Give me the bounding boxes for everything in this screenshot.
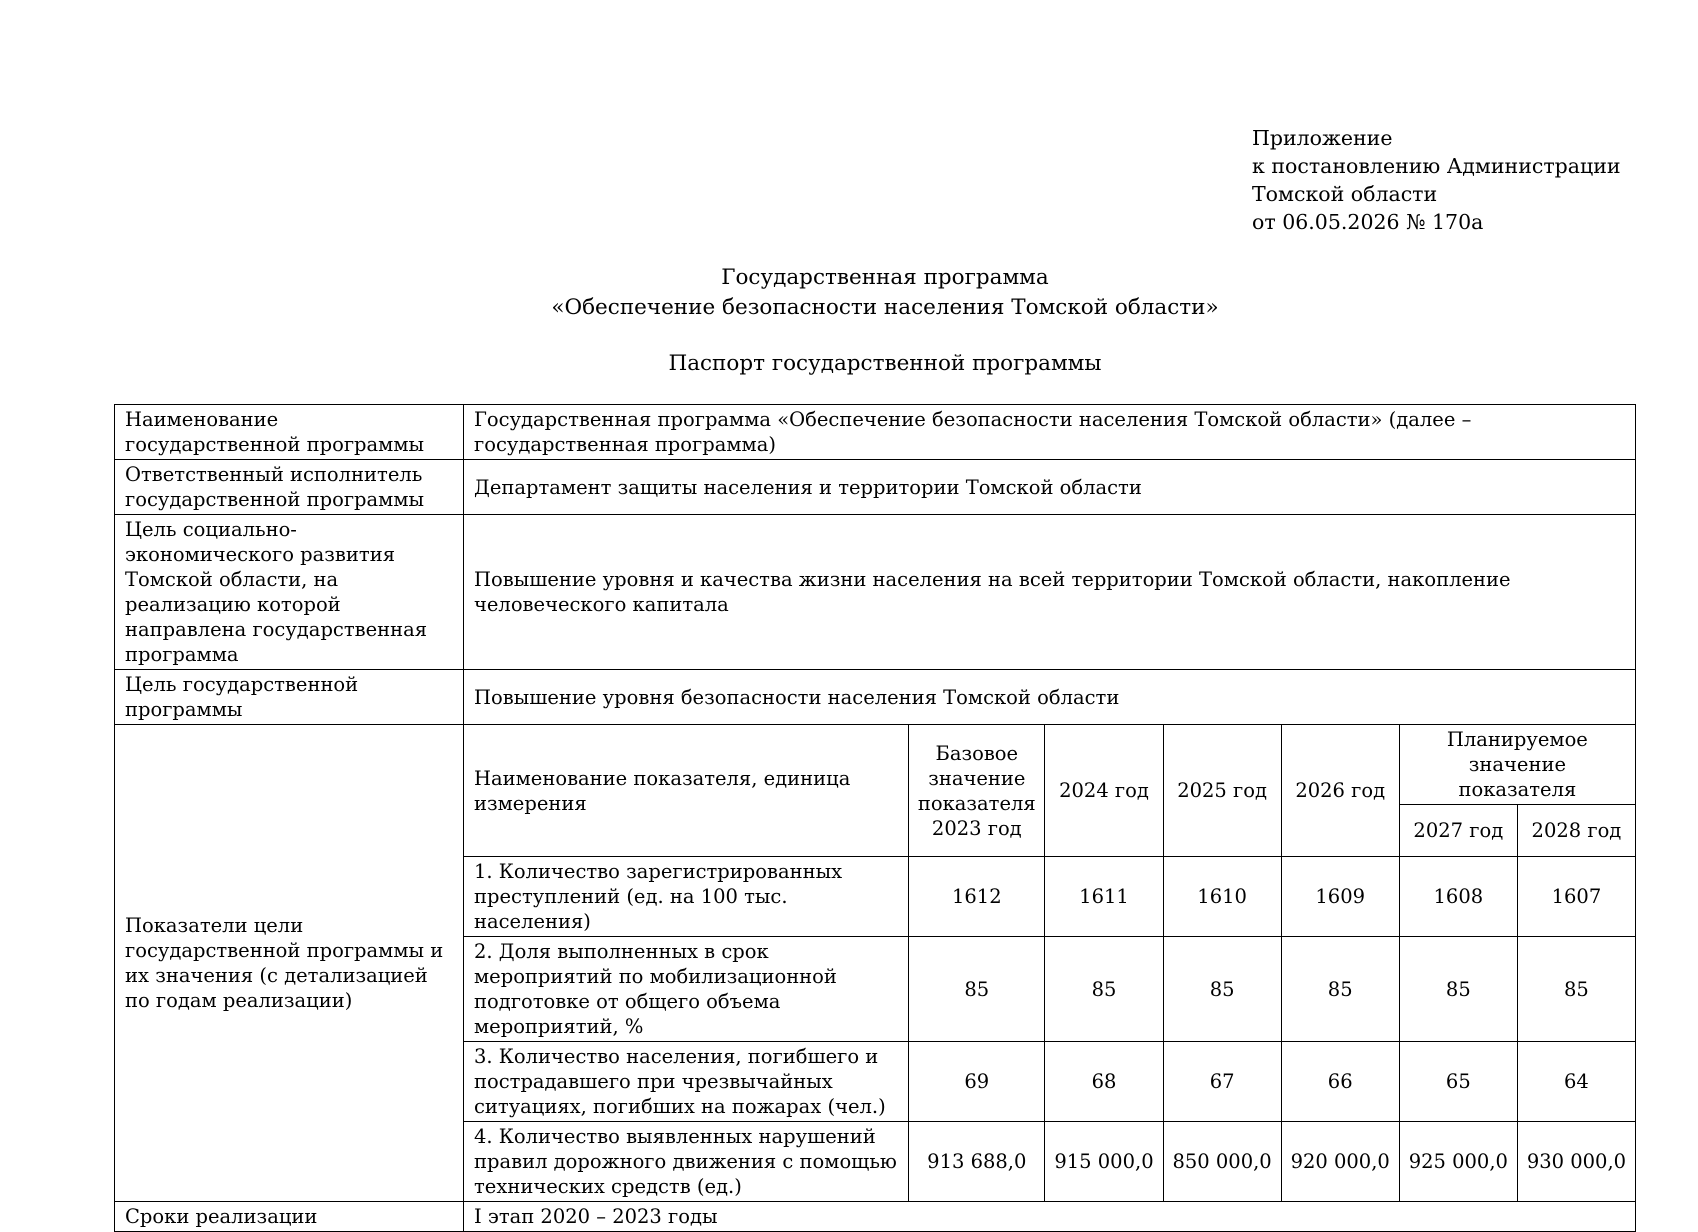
appendix-block	[1252, 124, 1621, 236]
row-label: Наименование государственной программы	[115, 405, 464, 460]
passport-row-name	[115, 405, 1636, 460]
row-label: Цель социально-экономического развития Томской области, на реализацию которой направлена государственная программа	[115, 515, 464, 670]
indicator-value: 68	[1045, 1042, 1163, 1122]
table-row	[464, 1122, 1635, 1202]
passport-row-executor	[115, 460, 1636, 515]
indicator-name: 2. Доля выполненных в срок мероприятий по мобилизационной подготовке от общего объема мероприятий, %	[464, 937, 909, 1042]
table-row	[464, 857, 1635, 937]
program-name: «Обеспечение безопасности населения Томской области»	[551, 295, 1219, 320]
indicator-value: 85	[1045, 937, 1163, 1042]
header-year-2027: 2027 год	[1399, 805, 1517, 857]
indicator-value: 85	[909, 937, 1045, 1042]
passport-row-socio-goal	[115, 515, 1636, 670]
document-title: Государственная программа	[721, 265, 1049, 290]
indicator-name: 3. Количество населения, погибшего и пострадавшего при чрезвычайных ситуациях, погибших на пожарах (чел.)	[464, 1042, 909, 1122]
header-year-2028: 2028 год	[1517, 805, 1635, 857]
header-indicator-name: Наименование показателя, единица измерения	[464, 725, 909, 857]
indicators-cell	[464, 725, 1636, 1202]
passport-table	[114, 404, 1636, 1232]
row-label: Сроки реализации	[115, 1202, 464, 1232]
appendix-line-2: к постановлению Администрации	[1252, 154, 1621, 178]
indicator-name: 4. Количество выявленных нарушений правил дорожного движения с помощью технических средств (ед.)	[464, 1122, 909, 1202]
row-label: Показатели цели государственной программы и их значения (с детализацией по годам реализации)	[115, 725, 464, 1202]
row-label: Ответственный исполнитель государственной программы	[115, 460, 464, 515]
header-year-2024: 2024 год	[1045, 725, 1163, 857]
indicator-value: 67	[1163, 1042, 1281, 1122]
indicators-header-row	[464, 725, 1635, 805]
indicator-value: 1607	[1517, 857, 1635, 937]
indicator-value: 64	[1517, 1042, 1635, 1122]
indicator-value: 920 000,0	[1281, 1122, 1399, 1202]
indicator-value: 85	[1399, 937, 1517, 1042]
indicator-value: 69	[909, 1042, 1045, 1122]
header-base-value: Базовое значение показателя 2023 год	[909, 725, 1045, 857]
indicator-value: 66	[1281, 1042, 1399, 1122]
indicator-value: 85	[1163, 937, 1281, 1042]
passport-title: Паспорт государственной программы	[668, 351, 1102, 376]
indicator-value: 1611	[1045, 857, 1163, 937]
row-value: Государственная программа «Обеспечение безопасности населения Томской области» (далее – государственная программа)	[464, 405, 1636, 460]
indicator-value: 850 000,0	[1163, 1122, 1281, 1202]
table-row	[464, 1042, 1635, 1122]
indicator-name: 1. Количество зарегистрированных преступлений (ед. на 100 тыс. населения)	[464, 857, 909, 937]
table-row	[464, 937, 1635, 1042]
row-value: I этап 2020 – 2023 годы	[464, 1202, 1636, 1232]
indicator-value: 930 000,0	[1517, 1122, 1635, 1202]
indicator-value: 925 000,0	[1399, 1122, 1517, 1202]
indicator-value: 913 688,0	[909, 1122, 1045, 1202]
row-value: Повышение уровня безопасности населения Томской области	[464, 670, 1636, 725]
passport-row-program-goal	[115, 670, 1636, 725]
indicator-value: 1608	[1399, 857, 1517, 937]
indicator-value: 915 000,0	[1045, 1122, 1163, 1202]
passport-row-indicators	[115, 725, 1636, 1202]
passport-row-terms	[115, 1202, 1636, 1232]
indicator-value: 1612	[909, 857, 1045, 937]
indicator-value: 85	[1517, 937, 1635, 1042]
header-year-2026: 2026 год	[1281, 725, 1399, 857]
header-year-2025: 2025 год	[1163, 725, 1281, 857]
row-value: Повышение уровня и качества жизни населения на всей территории Томской области, накопление человеческого капитала	[464, 515, 1636, 670]
indicator-value: 85	[1281, 937, 1399, 1042]
indicator-value: 1610	[1163, 857, 1281, 937]
indicator-value: 65	[1399, 1042, 1517, 1122]
indicators-table	[464, 725, 1635, 1201]
appendix-line-1: Приложение	[1252, 126, 1393, 150]
appendix-line-4: от 06.05.2026 № 170а	[1252, 210, 1484, 234]
row-label: Цель государственной программы	[115, 670, 464, 725]
appendix-line-3: Томской области	[1252, 182, 1438, 206]
header-planned-value: Планируемое значение показателя	[1399, 725, 1635, 805]
indicator-value: 1609	[1281, 857, 1399, 937]
row-value: Департамент защиты населения и территории Томской области	[464, 460, 1636, 515]
